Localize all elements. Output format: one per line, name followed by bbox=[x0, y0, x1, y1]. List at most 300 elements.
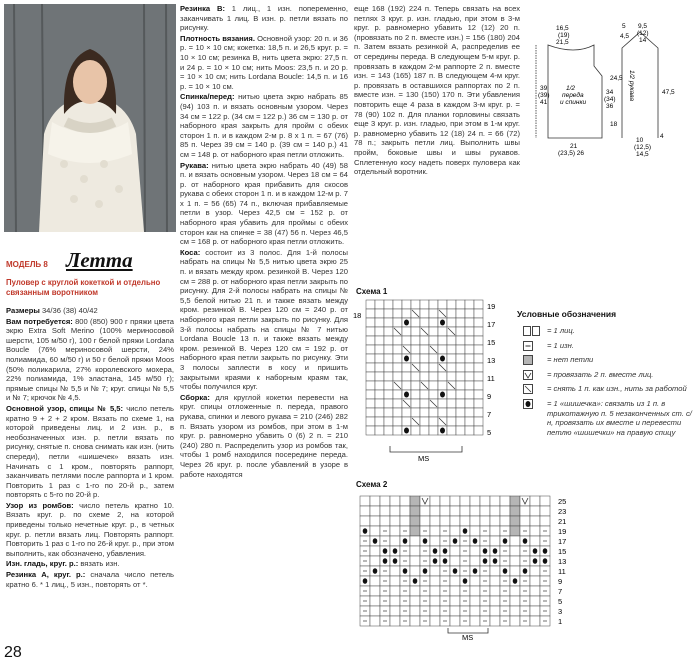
bobble-mark bbox=[433, 548, 438, 554]
chart-cell bbox=[390, 536, 400, 546]
chart-cell bbox=[480, 516, 490, 526]
chart-cell bbox=[510, 546, 520, 556]
bobble-mark bbox=[483, 548, 488, 554]
bobble-mark bbox=[503, 538, 508, 544]
chart-cell bbox=[390, 606, 400, 616]
chart-cell bbox=[465, 390, 474, 399]
chart-cell bbox=[465, 417, 474, 426]
chart-cell bbox=[366, 327, 375, 336]
chart-cell bbox=[447, 309, 456, 318]
chart-cell bbox=[530, 596, 540, 606]
chart-cell bbox=[470, 546, 480, 556]
chart-cell bbox=[490, 586, 500, 596]
schema-1-row-num: 15 bbox=[487, 338, 496, 347]
knit-symbol-icon bbox=[532, 326, 540, 336]
schema-1-row-num: 13 bbox=[487, 356, 496, 365]
schema-2-row-num: 7 bbox=[558, 587, 563, 596]
chart-cell bbox=[510, 526, 520, 536]
chart-cell bbox=[474, 363, 483, 372]
chart-cell bbox=[429, 363, 438, 372]
paragraph-main-pattern: Основной узор, спицы № 5,5: число петель кратно 9 + 2 + 2 кром. Вязать по схеме 1, на которой приведены лиц. и 2 изн. р., в необозначенных изн. р. петли вязать по рисунку, снятые п. снова снимать как изн. (нить спереди), петли «шишечек» вязать изн. Начинать с 1 кром., повторять раппорт, заканчивать петлями после раппорта и 1 кром. Повторить 1 раз с 1-го по 20-й р., затем повторять с 5-го по 20-й р. bbox=[6, 403, 174, 500]
chart-cell bbox=[456, 300, 465, 309]
chart-cell bbox=[450, 586, 460, 596]
chart-cell bbox=[460, 506, 470, 516]
chart-cell bbox=[411, 408, 420, 417]
chart-cell bbox=[375, 390, 384, 399]
chart-cell bbox=[375, 345, 384, 354]
chart-cell bbox=[366, 309, 375, 318]
chart-cell bbox=[384, 309, 393, 318]
chart-cell bbox=[384, 417, 393, 426]
chart-cell bbox=[430, 516, 440, 526]
chart-cell bbox=[420, 372, 429, 381]
chart-cell bbox=[384, 354, 393, 363]
chart-cell bbox=[480, 506, 490, 516]
chart-cell bbox=[429, 309, 438, 318]
bobble-mark bbox=[383, 548, 388, 554]
chart-cell bbox=[370, 576, 380, 586]
chart-cell bbox=[420, 408, 429, 417]
chart-cell bbox=[411, 390, 420, 399]
schema-2-chart bbox=[352, 494, 582, 640]
chart-cell bbox=[384, 345, 393, 354]
chart-cell bbox=[430, 566, 440, 576]
chart-cell bbox=[390, 496, 400, 506]
paragraph-sizes: Размеры 34/36 (38) 40/42 bbox=[6, 306, 98, 315]
chart-cell bbox=[447, 354, 456, 363]
chart-cell bbox=[540, 516, 550, 526]
chart-cell bbox=[447, 300, 456, 309]
schema-1-chart bbox=[352, 296, 502, 444]
bobble-mark bbox=[440, 392, 445, 398]
chart-cell bbox=[375, 363, 384, 372]
chart-cell bbox=[438, 336, 447, 345]
chart-cell bbox=[380, 516, 390, 526]
chart-cell bbox=[465, 381, 474, 390]
chart-cell bbox=[411, 399, 420, 408]
k2tog-symbol-icon bbox=[523, 370, 533, 380]
legend-item-purl: = 1 изн. bbox=[523, 341, 693, 351]
chart-cell bbox=[410, 616, 420, 626]
chart-cell bbox=[429, 390, 438, 399]
chart-cell bbox=[402, 327, 411, 336]
chart-cell bbox=[370, 546, 380, 556]
chart-cell bbox=[438, 399, 447, 408]
bobble-mark bbox=[413, 578, 418, 584]
chart-cell bbox=[410, 506, 420, 516]
chart-cell bbox=[420, 363, 429, 372]
chart-cell bbox=[474, 372, 483, 381]
chart-cell bbox=[430, 596, 440, 606]
chart-cell bbox=[530, 516, 540, 526]
chart-cell bbox=[447, 363, 456, 372]
chart-cell bbox=[411, 381, 420, 390]
schema-2-row-num: 5 bbox=[558, 597, 563, 606]
chart-cell bbox=[375, 381, 384, 390]
chart-cell bbox=[366, 390, 375, 399]
chart-cell bbox=[411, 300, 420, 309]
instructions-column-1 bbox=[6, 306, 174, 590]
bobble-mark bbox=[404, 392, 409, 398]
schema-2-row-num: 15 bbox=[558, 547, 567, 556]
chart-cell bbox=[510, 496, 520, 506]
schema-1-row-left: 18 bbox=[353, 311, 362, 320]
chart-cell bbox=[393, 426, 402, 435]
front-top-dim-3: 21,5 bbox=[556, 39, 569, 46]
schema-1-title: Схема 1 bbox=[356, 287, 388, 296]
chart-cell bbox=[384, 327, 393, 336]
bobble-mark bbox=[423, 538, 428, 544]
chart-cell bbox=[510, 536, 520, 546]
front-left-dim-2: (39) bbox=[538, 92, 550, 99]
chart-cell bbox=[366, 345, 375, 354]
chart-cell bbox=[447, 336, 456, 345]
page-number: 28 bbox=[4, 644, 22, 661]
chart-cell bbox=[360, 496, 370, 506]
bobble-mark bbox=[513, 578, 518, 584]
chart-cell bbox=[370, 496, 380, 506]
sleeve-top-dim-1: 4,5 bbox=[620, 33, 630, 40]
chart-cell bbox=[420, 506, 430, 516]
schema-1-row-num: 19 bbox=[487, 302, 496, 311]
chart-cell bbox=[474, 408, 483, 417]
sleeve-top-dim-3: (12) bbox=[637, 30, 649, 37]
chart-cell bbox=[456, 399, 465, 408]
chart-cell bbox=[402, 363, 411, 372]
bobble-mark bbox=[404, 356, 409, 362]
chart-cell bbox=[510, 516, 520, 526]
chart-cell bbox=[410, 556, 420, 566]
chart-cell bbox=[410, 566, 420, 576]
chart-cell bbox=[474, 327, 483, 336]
chart-cell bbox=[447, 345, 456, 354]
chart-cell bbox=[370, 606, 380, 616]
chart-cell bbox=[500, 506, 510, 516]
chart-cell bbox=[474, 345, 483, 354]
bobble-mark bbox=[404, 428, 409, 434]
chart-cell bbox=[456, 390, 465, 399]
legend-item-bobble: = 1 «шишечка»: связать из 1 п. в трикотажную п. 5 незаконченных ст. с/н, провязать их вместе и перевести петлю «шишечки» на правую спицу bbox=[523, 399, 693, 437]
chart-cell bbox=[411, 327, 420, 336]
chart-cell bbox=[510, 596, 520, 606]
chart-cell bbox=[393, 300, 402, 309]
chart-cell bbox=[366, 381, 375, 390]
chart-cell bbox=[520, 506, 530, 516]
chart-cell bbox=[384, 426, 393, 435]
chart-cell bbox=[429, 318, 438, 327]
chart-cell bbox=[393, 309, 402, 318]
bobble-mark bbox=[403, 538, 408, 544]
schema-1-ms-bracket bbox=[352, 444, 502, 462]
chart-cell bbox=[370, 596, 380, 606]
chart-cell bbox=[410, 526, 420, 536]
legend-item-no-stitch: = нет петли bbox=[523, 355, 693, 365]
schema-2-ms-label: MS bbox=[462, 633, 474, 640]
chart-cell bbox=[456, 417, 465, 426]
chart-cell bbox=[456, 309, 465, 318]
chart-cell bbox=[366, 408, 375, 417]
schema-2-row-num: 9 bbox=[558, 577, 563, 586]
chart-cell bbox=[450, 616, 460, 626]
bobble-mark bbox=[483, 558, 488, 564]
chart-cell bbox=[380, 506, 390, 516]
chart-cell bbox=[420, 417, 429, 426]
chart-cell bbox=[470, 496, 480, 506]
chart-cell bbox=[420, 354, 429, 363]
chart-cell bbox=[510, 556, 520, 566]
chart-cell bbox=[411, 372, 420, 381]
chart-cell bbox=[384, 363, 393, 372]
chart-cell bbox=[490, 606, 500, 616]
front-label-3: и спинки bbox=[560, 99, 587, 106]
chart-cell bbox=[456, 408, 465, 417]
bobble-mark bbox=[363, 578, 368, 584]
chart-cell bbox=[465, 318, 474, 327]
chart-cell bbox=[400, 496, 410, 506]
chart-cell bbox=[450, 496, 460, 506]
chart-cell bbox=[430, 506, 440, 516]
front-top-dim-2: (19) bbox=[558, 32, 570, 39]
sleeve-small-dim: 4 bbox=[660, 133, 664, 140]
chart-cell bbox=[490, 576, 500, 586]
chart-cell bbox=[474, 336, 483, 345]
chart-cell bbox=[450, 516, 460, 526]
chart-cell bbox=[429, 417, 438, 426]
schema-1-row-num: 5 bbox=[487, 428, 492, 437]
chart-cell bbox=[440, 506, 450, 516]
chart-cell bbox=[410, 516, 420, 526]
chart-cell bbox=[490, 616, 500, 626]
chart-cell bbox=[375, 318, 384, 327]
chart-cell bbox=[438, 408, 447, 417]
schema-2-row-numbers bbox=[558, 497, 566, 626]
chart-cell bbox=[375, 354, 384, 363]
chart-cell bbox=[366, 336, 375, 345]
chart-cell bbox=[430, 616, 440, 626]
chart-cell bbox=[420, 318, 429, 327]
bobble-mark bbox=[423, 568, 428, 574]
chart-cell bbox=[393, 363, 402, 372]
chart-cell bbox=[438, 345, 447, 354]
chart-cell bbox=[490, 526, 500, 536]
chart-cell bbox=[465, 426, 474, 435]
chart-cell bbox=[530, 496, 540, 506]
bobble-mark bbox=[393, 558, 398, 564]
chart-cell bbox=[510, 586, 520, 596]
chart-cell bbox=[447, 390, 456, 399]
chart-cell bbox=[390, 616, 400, 626]
bobble-mark bbox=[523, 538, 528, 544]
chart-cell bbox=[470, 586, 480, 596]
schema-1-row-numbers bbox=[487, 302, 495, 437]
chart-cell bbox=[490, 596, 500, 606]
model-photo bbox=[4, 4, 176, 232]
chart-cell bbox=[530, 576, 540, 586]
chart-cell bbox=[402, 300, 411, 309]
chart-cell bbox=[474, 354, 483, 363]
schema-2-row-num: 23 bbox=[558, 507, 567, 516]
chart-cell bbox=[375, 300, 384, 309]
paragraph-reverse-stockinette: Изн. гладь, круг. р.: вязать изн. bbox=[6, 559, 120, 569]
chart-cell bbox=[474, 381, 483, 390]
chart-cell bbox=[447, 426, 456, 435]
chart-cell bbox=[390, 586, 400, 596]
chart-cell bbox=[465, 327, 474, 336]
schema-2-row-num: 13 bbox=[558, 557, 567, 566]
chart-cell bbox=[447, 372, 456, 381]
chart-cell bbox=[411, 336, 420, 345]
chart-cell bbox=[384, 390, 393, 399]
chart-cell bbox=[393, 372, 402, 381]
chart-cell bbox=[393, 390, 402, 399]
front-bottom-dim-1: 21 bbox=[570, 143, 578, 150]
chart-cell bbox=[370, 526, 380, 536]
bobble-mark bbox=[443, 558, 448, 564]
model-subtitle: Пуловер с круглой кокеткой и отдельно связанным воротником bbox=[6, 278, 161, 297]
front-height-dim-1: 34 bbox=[606, 89, 614, 96]
chart-cell bbox=[420, 399, 429, 408]
chart-cell bbox=[393, 345, 402, 354]
legend-item-slip: = снять 1 п. как изн., нить за работой bbox=[523, 384, 693, 394]
chart-cell bbox=[530, 526, 540, 536]
chart-cell bbox=[450, 526, 460, 536]
chart-cell bbox=[465, 399, 474, 408]
bobble-mark bbox=[473, 538, 478, 544]
knit-symbol-icon bbox=[523, 326, 531, 336]
bobble-mark bbox=[543, 558, 548, 564]
bobble-mark bbox=[373, 538, 378, 544]
sleeve-bottom-dim-1: 10 bbox=[636, 137, 644, 144]
schema-1-row-num: 9 bbox=[487, 392, 492, 401]
chart-cell bbox=[440, 516, 450, 526]
front-label-1: 1/2 bbox=[566, 85, 576, 92]
chart-cell bbox=[375, 336, 384, 345]
chart-cell bbox=[429, 426, 438, 435]
chart-cell bbox=[430, 586, 440, 596]
chart-cell bbox=[438, 381, 447, 390]
chart-cell bbox=[402, 408, 411, 417]
model-photo-illustration bbox=[4, 4, 176, 232]
chart-cell bbox=[456, 426, 465, 435]
chart-cell bbox=[366, 426, 375, 435]
chart-cell bbox=[447, 408, 456, 417]
sleeve-top-dim-2: 9,5 bbox=[638, 23, 648, 30]
bobble-mark bbox=[393, 548, 398, 554]
instructions-column-3 bbox=[354, 4, 520, 178]
schema-1-row-num: 17 bbox=[487, 320, 496, 329]
chart-cell bbox=[474, 399, 483, 408]
chart-cell bbox=[447, 399, 456, 408]
chart-cell bbox=[420, 309, 429, 318]
chart-cell bbox=[420, 390, 429, 399]
chart-cell bbox=[375, 327, 384, 336]
chart-cell bbox=[420, 300, 429, 309]
paragraph-gauge: Плотность вязания. Основной узор: 20 п. и 36 р. = 10 × 10 см; кокетка: 18,5 п. и 26,5 круг. р. = 10 × 10 см; резинка В, нить цвета экрю: 27,5 п. и 24 р. = 10 × 10 см; нить Moos: 23,5 п. и 20 р. = 10 × 10 см; нить Lordana Boucle: 14,5 п. и 16 р. = 10 × 10 см. bbox=[180, 33, 348, 91]
chart-cell bbox=[366, 354, 375, 363]
chart-cell bbox=[429, 372, 438, 381]
chart-cell bbox=[390, 526, 400, 536]
chart-cell bbox=[470, 596, 480, 606]
chart-cell bbox=[450, 556, 460, 566]
chart-cell bbox=[384, 381, 393, 390]
purl-symbol-icon bbox=[523, 341, 533, 351]
no-stitch-symbol-icon bbox=[523, 355, 533, 365]
chart-cell bbox=[390, 576, 400, 586]
paragraph-sleeves: Рукава: нитью цвета экрю набрать 40 (49) 58 п. и вязать основным узором. Через 18 см = 64 р. от наборного края прибавить для скосов рукава с обеих сторон 1 п. и в каждом 12-м р. 7 х 1 п. = 56 (65) 74 п., включая прибавляемые петли в узор. Через 42,5 см = 152 р. от наборного края убавить для проймы с обеих сторон как на спинке = 38 (47) 56 п. Через 46,5 см = 168 р. от наборного края петли отложить. bbox=[180, 160, 348, 247]
legend bbox=[523, 326, 693, 442]
paragraph-rib-b: Резинка В: 1 лиц., 1 изн. попеременно, заканчивать 1 лиц. В изн. р. петли вязать по рисунку. bbox=[180, 4, 349, 33]
legend-title: Условные обозначения bbox=[517, 309, 617, 319]
front-label-2: переда bbox=[562, 92, 584, 99]
chart-cell bbox=[430, 526, 440, 536]
chart-cell bbox=[465, 372, 474, 381]
chart-cell bbox=[366, 417, 375, 426]
chart-cell bbox=[375, 426, 384, 435]
schema-2-row-num: 25 bbox=[558, 497, 567, 506]
chart-cell bbox=[474, 318, 483, 327]
bobble-mark bbox=[440, 320, 445, 326]
chart-cell bbox=[410, 546, 420, 556]
chart-cell bbox=[370, 516, 380, 526]
chart-cell bbox=[366, 399, 375, 408]
chart-cell bbox=[410, 536, 420, 546]
chart-cell bbox=[450, 606, 460, 616]
sleeve-half-dim: 5 bbox=[622, 23, 626, 30]
chart-cell bbox=[384, 318, 393, 327]
chart-cell bbox=[411, 354, 420, 363]
chart-cell bbox=[438, 327, 447, 336]
bobble-mark bbox=[363, 528, 368, 534]
chart-cell bbox=[520, 516, 530, 526]
front-height-dim-3: 36 bbox=[606, 103, 614, 110]
chart-cell bbox=[429, 336, 438, 345]
chart-cell bbox=[530, 506, 540, 516]
chart-cell bbox=[540, 506, 550, 516]
chart-cell bbox=[393, 408, 402, 417]
chart-cell bbox=[456, 327, 465, 336]
chart-cell bbox=[450, 576, 460, 586]
chart-cell bbox=[420, 345, 429, 354]
chart-cell bbox=[370, 556, 380, 566]
schema-2-row-num: 1 bbox=[558, 617, 563, 626]
chart-cell bbox=[375, 417, 384, 426]
schema-1-ms-label: MS bbox=[418, 454, 430, 462]
paragraph-diamond-pattern: Узор из ромбов: число петель кратно 10. Вязать круг. р. по схеме 2, на которой приведены только нечетные круг. р., в четных круг. р. петли вязать лиц. Повторять раппорт. Повторить 1 раз с 1-го по 26-й круг. р., при этом выполнить, как обозначено, убавления. bbox=[6, 500, 175, 558]
paragraph-assembly: Сборка: для круглой кокетки перевести на круг. спицы отложенные п. переда, правого рукава, спинки и левого рукава = 210 (246) 282 п. Вязать узором из ромбов, при этом в 1-м круг. р. равномерно убавить 0 (6) 2 п. = 210 (240) 280 п. Распределить узор из ромбов так, чтобы 1 ромб находился посередине переда. Через 26 круг. р. после убавлений в узоре в работе находятся bbox=[180, 392, 348, 479]
chart-cell bbox=[390, 516, 400, 526]
chart-cell bbox=[411, 318, 420, 327]
chart-cell bbox=[474, 309, 483, 318]
chart-cell bbox=[384, 372, 393, 381]
front-left-dim-3: 41 bbox=[540, 99, 548, 106]
schema-2-grid bbox=[360, 496, 550, 626]
chart-cell bbox=[465, 345, 474, 354]
chart-cell bbox=[384, 399, 393, 408]
chart-cell bbox=[474, 426, 483, 435]
chart-cell bbox=[470, 526, 480, 536]
pattern-diagram bbox=[530, 20, 692, 160]
chart-cell bbox=[450, 596, 460, 606]
chart-cell bbox=[375, 399, 384, 408]
chart-cell bbox=[490, 506, 500, 516]
chart-cell bbox=[540, 496, 550, 506]
chart-cell bbox=[370, 586, 380, 596]
chart-cell bbox=[366, 318, 375, 327]
chart-cell bbox=[393, 399, 402, 408]
schema-1-row-num: 11 bbox=[487, 374, 495, 383]
chart-cell bbox=[470, 506, 480, 516]
bobble-mark bbox=[523, 568, 528, 574]
